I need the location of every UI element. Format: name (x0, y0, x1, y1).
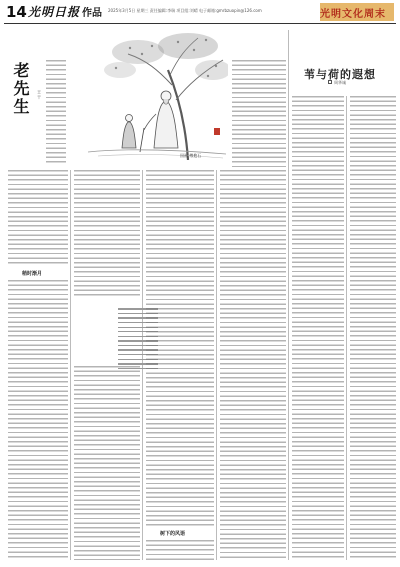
body-text-block (350, 96, 396, 560)
banner-title: 光明文化周末 (320, 9, 386, 20)
masthead: 光明日报 (28, 5, 81, 19)
column-divider (216, 170, 217, 560)
body-text-block (74, 170, 140, 298)
body-text-block (146, 170, 214, 526)
column-divider (288, 30, 289, 560)
body-text-block (8, 280, 68, 560)
page-number: 14 (6, 3, 27, 21)
section-name: 作品 (82, 8, 102, 19)
body-text-block (292, 96, 344, 560)
body-text-block (8, 170, 68, 266)
column-divider (70, 170, 71, 560)
header-rule (4, 23, 396, 24)
ink-painting-illustration (68, 30, 228, 160)
right-article-author: 周华诚 (334, 80, 346, 85)
body-text-block (146, 540, 214, 560)
article-byline: 王干 (37, 90, 42, 100)
issue-info: 2025年3月5日 星期三 责任编辑:李瑞 项目组:刘晴 电子邮箱:gmrbzuopin@126.com (108, 8, 262, 13)
right-article-title: 苇与荷的遐想 (304, 68, 376, 81)
body-text-block (232, 60, 286, 168)
section-subhead: 稍时渐月 (22, 271, 43, 277)
page-header (0, 0, 400, 28)
body-text-block (220, 170, 286, 560)
section-subhead: 树下的风语 (160, 531, 186, 537)
column-divider (346, 96, 347, 560)
article-title: 老先生 (11, 62, 30, 116)
author-marker-icon (328, 80, 332, 84)
body-text-block (46, 60, 66, 164)
body-text-block (74, 366, 140, 560)
illustration-caption: 国画 傅抱石 (180, 153, 202, 158)
